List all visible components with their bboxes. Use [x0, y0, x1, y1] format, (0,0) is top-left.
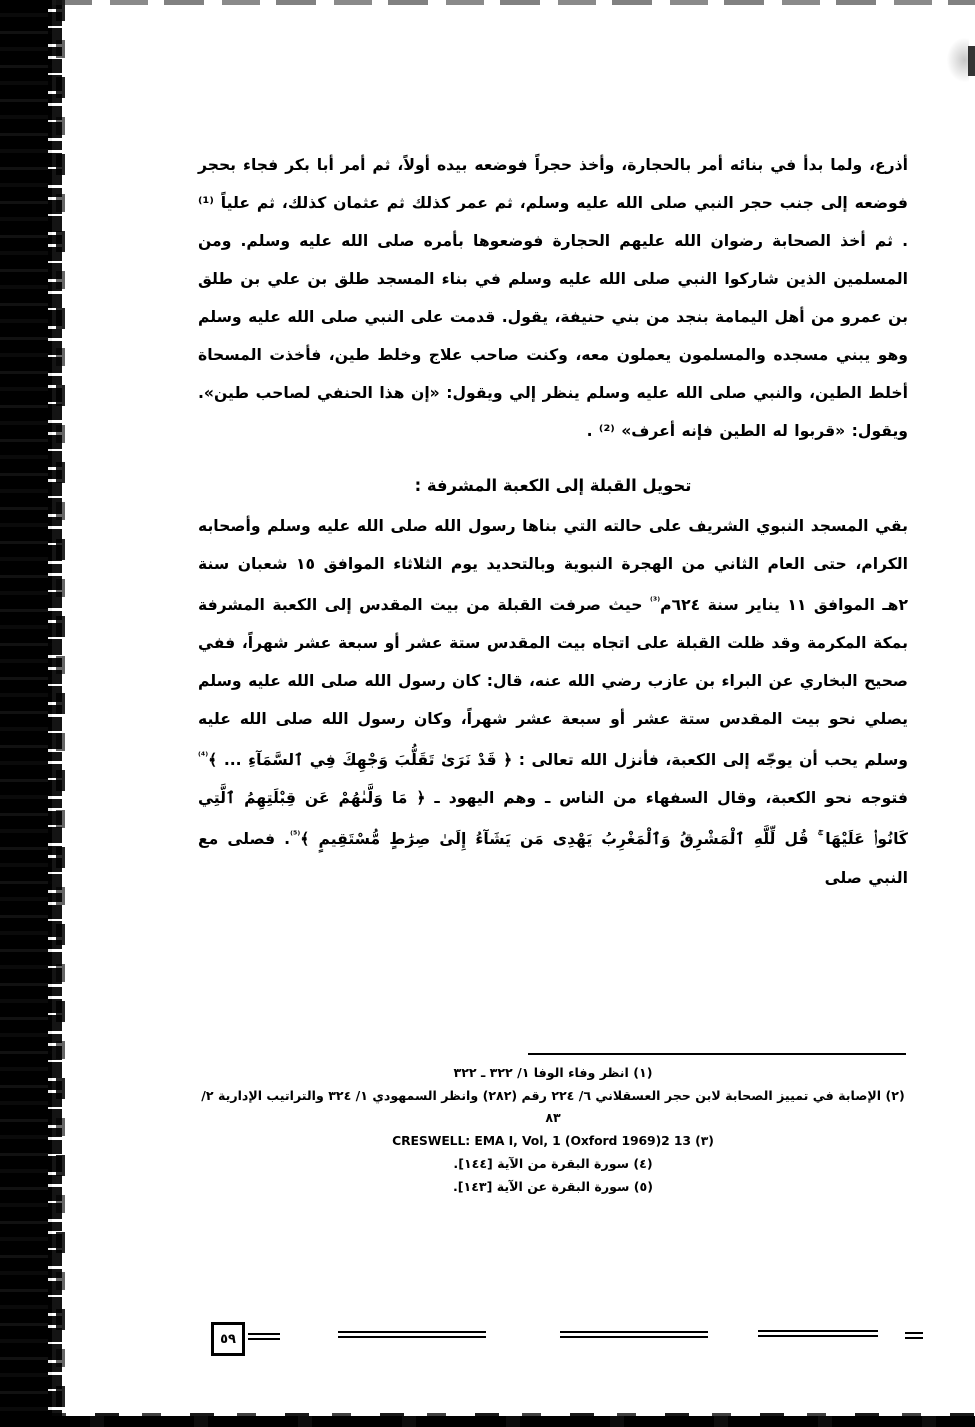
footnote-item	[198, 1153, 908, 1175]
footnote-ref-3: ⁽³⁾	[649, 596, 661, 607]
footnote-separator-rule	[528, 1053, 906, 1055]
footnote-marker: (٥)	[633, 1179, 653, 1194]
footer-rule-segment	[905, 1332, 923, 1339]
footnote-marker: (٢)	[885, 1088, 905, 1103]
paragraph-2-part2: حيث صرفت القبلة من بيت المقدس إلى الكعبة المشرفة بمكة المكرمة وقد ظلت القبلة على اتجاه بيت المقدس ستة عشر أو سبعة عشر شهراً، ففي صحيح البخاري عن البراء بن عازب رضي الله عنه، قال: كان رسول الله صلى الله عليه وسلم يصلي نحو بيت المقدس ستة عشر أو سبعة عشر شهراً، وكان رسول الله صلى الله عليه وسلم يحب أن يوجّه إلى الكعبة، فأنزل الله تعالى :	[198, 596, 908, 770]
footnote-marker: (٣)	[695, 1133, 714, 1148]
footer-rule-segment	[560, 1331, 708, 1338]
footnote-item	[198, 1130, 908, 1152]
footer-rule-segment	[248, 1333, 280, 1340]
footer-rule-segment	[758, 1330, 878, 1337]
footnotes-block	[198, 1062, 908, 1199]
footer-rule-segment	[338, 1331, 486, 1338]
footnote-item	[198, 1176, 908, 1198]
footnote-text: سورة البقرة من الآية [١٤٤].	[453, 1156, 629, 1171]
paragraph-2-part4: . فصلى مع النبي صلى	[198, 830, 908, 887]
page-footer	[0, 1316, 975, 1372]
body-paragraph-1: أذرع، ولما بدأ في بنائه أمر بالحجارة، وأخذ حجراً فوضعه بيده أولاً، ثم أمر أبا بكر فجاء بحجر فوضعه إلى جنب حجر النبي صلى الله عليه وسلم، ثم عمر كذلك ثم عثمان كذلك، ثم علياً ⁽¹⁾ . ثم أخذ الصحابة رضوان الله عليهم الحجارة فوضعوها بأمره صلى الله عليه وسلم. ومن المسلمين الذين شاركوا النبي صلى الله عليه وسلم في بناء المسجد طلق بن علي بن طلق بن عمرو من أهل اليمامة بنجد من بني حنيفة، يقول. قدمت على النبي صلى الله عليه وسلم وهو يبني مسجده والمسلمون يعملون معه، وكنت صاحب علاج وخلط طين، فأخذت المسحاة أخلط الطين، والنبي صلى الله عليه وسلم ينظر إلي ويقول: «إن هذا الحنفي لصاحب طين». ويقول: «قربوا له الطين فإنه أعرف» ⁽²⁾ .	[198, 156, 908, 440]
footnote-ref-5: ⁽⁵⁾	[290, 830, 301, 842]
scan-bottom-edge-artifact	[0, 1416, 975, 1427]
section-heading-qibla: تحويل القبلة إلى الكعبة المشرفة :	[414, 476, 692, 495]
page-number: ٥٩	[220, 1331, 236, 1347]
footnote-text: انظر وفاء الوفا ١/ ٣٢٢ ـ ٣٢٢	[453, 1065, 629, 1080]
footnote-item	[198, 1062, 908, 1084]
footnote-text: CRESWELL: EMA I, Vol, 1 (Oxford 1969)2 13	[392, 1133, 691, 1148]
quran-verse-1: ﴿ قَدْ نَرَىٰ تَقَلُّبَ وَجْهِكَ فِي ٱلسَّمَآءِ ... ﴾	[208, 751, 513, 770]
scan-corner-mark	[968, 46, 975, 76]
paragraph-2-part1: بقي المسجد النبوي الشريف على حالته التي بناها رسول الله صلى الله عليه وسلم وأصحابه الكرام، حتى العام الثاني من الهجرة النبوية وبالتحديد يوم الثلاثاء الموافق ١٥ شعبان سنة ٢هـ الموافق ١١ يناير سنة ٦٢٤م	[198, 517, 909, 615]
body-paragraph-2	[198, 503, 908, 897]
page-body	[198, 0, 908, 897]
footnote-marker: (١)	[633, 1065, 653, 1080]
page-number-box	[211, 1322, 245, 1356]
footnote-text: الإصابة في تمييز الصحابة لابن حجر العسقلاني ٦/ ٢٢٤ رقم (٢٨٢) وانظر السمهودي ١/ ٣٢٤ والتراتيب الإدارية ٢/ ٨٣	[201, 1088, 882, 1125]
scan-gutter-shadow	[0, 0, 52, 1427]
paragraph-2-part3: فتوجه نحو الكعبة، وقال السفهاء من الناس ـ وهم اليهود ـ	[434, 789, 908, 808]
scan-gutter-streak	[56, 0, 65, 1427]
scan-corner-smudge	[947, 38, 969, 82]
footnote-marker: (٤)	[633, 1156, 653, 1171]
quran-verse-2: ﴿ مَا وَلَّىٰهُمْ عَن قِبْلَتِهِمُ ٱلَّتِي كَانُوا۟ عَلَيْهَا ۚ قُل لِّلَّهِ ٱلْمَشْرِقُ وَٱلْمَغْرِبُ يَهْدِى مَن يَشَآءُ إِلَىٰ صِرَٰطٍ مُّسْتَقِيمٍ ﴾	[198, 789, 908, 849]
footnote-item	[198, 1085, 908, 1129]
footnote-text: سورة البقرة عن الآية [١٤٣].	[453, 1179, 630, 1194]
footnote-ref-4: ⁽⁴⁾	[198, 751, 209, 763]
